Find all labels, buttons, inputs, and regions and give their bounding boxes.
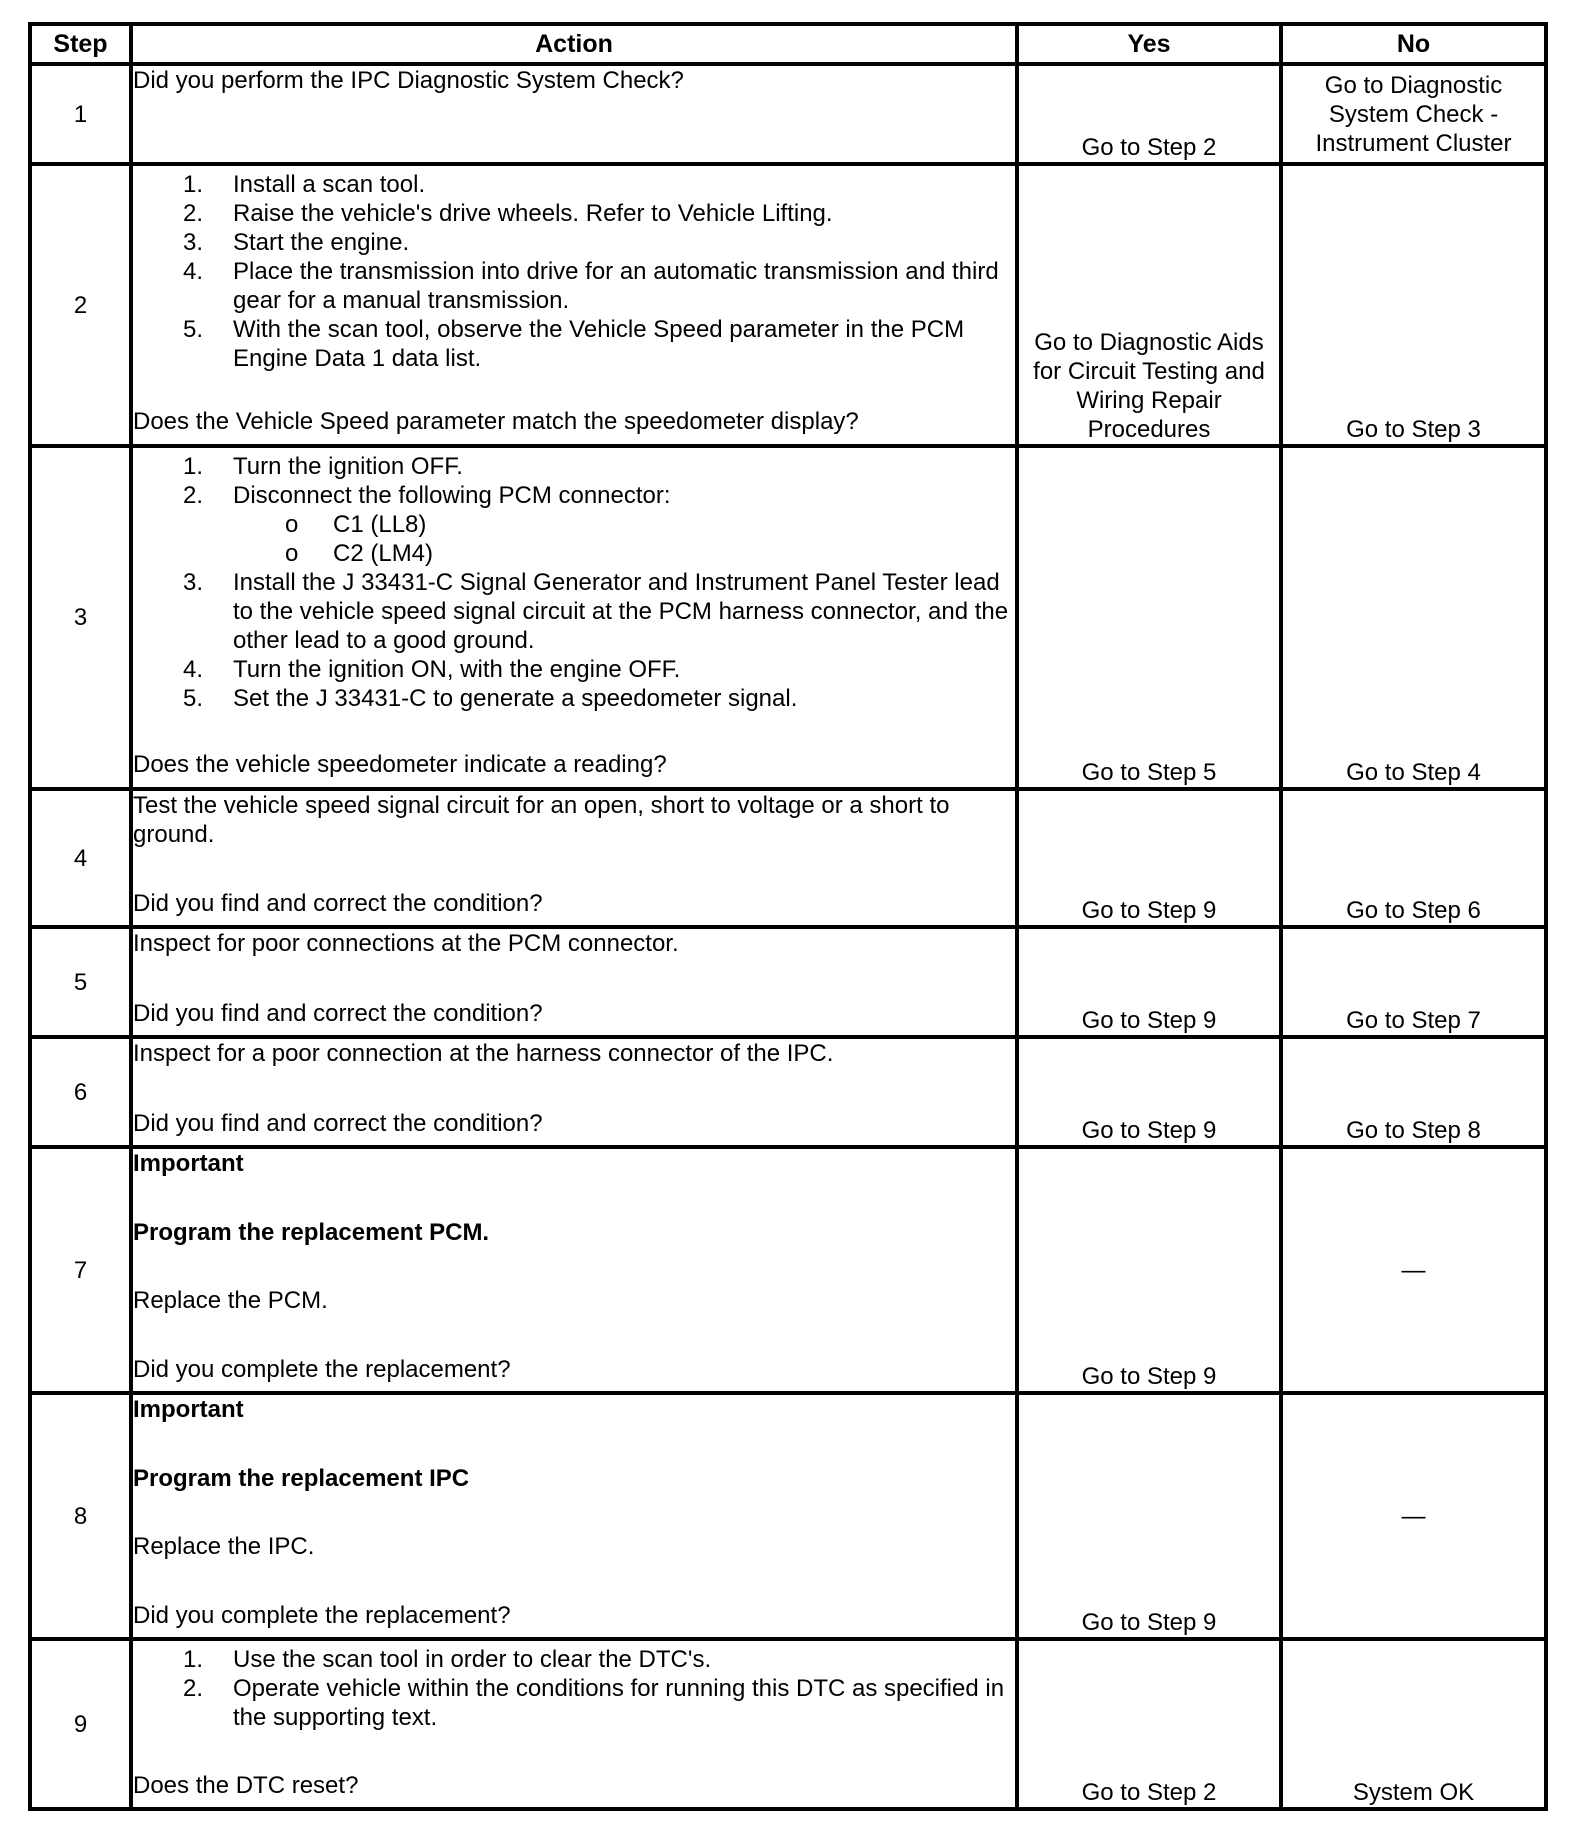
action-step-list [133,1645,1015,1732]
important-label: Important [133,1396,244,1423]
table-row [30,1037,1546,1147]
step-number: 4 [30,789,131,927]
action-question: Did you perform the IPC Diagnostic System Check? [133,67,684,94]
yes-cell: Go to Step 9 [1017,927,1281,1037]
action-cell [131,1639,1017,1809]
yes-cell: Go to Step 2 [1017,1639,1281,1809]
action-question: Did you find and correct the condition? [133,890,543,917]
list-item: 1. Turn the ignition OFF. [183,453,463,480]
header-action: Action [131,24,1017,64]
action-question: Did you find and correct the condition? [133,1110,543,1137]
table-row [30,1639,1546,1809]
list-item: o C2 (LM4) [285,540,434,567]
action-question: Does the Vehicle Speed parameter match the speedometer display? [133,408,859,435]
step-number: 8 [30,1393,131,1639]
action-cell [131,1147,1017,1393]
no-cell: — [1281,1393,1546,1639]
yes-cell: Go to Step 9 [1017,1147,1281,1393]
action-question: Did you find and correct the condition? [133,1000,543,1027]
yes-cell: Go to Step 9 [1017,789,1281,927]
table-row [30,164,1546,446]
yes-cell: Go to Step 2 [1017,64,1281,164]
no-cell: Go to Step 8 [1281,1037,1546,1147]
action-step-list [133,452,1015,713]
diagnostic-table [28,22,1548,1811]
action-cell [131,164,1017,446]
list-item: 2. Operate vehicle within the conditions for running this DTC as specified in the supporting text. [183,1675,1005,1731]
yes-cell: Go to Diagnostic Aids for Circuit Testing and Wiring Repair Procedures [1017,164,1281,446]
step-number: 3 [30,446,131,789]
action-instruction: Replace the IPC. [133,1533,315,1561]
action-instruction: Replace the PCM. [133,1287,328,1315]
action-instruction: Inspect for poor connections at the PCM connector. [133,930,679,957]
no-cell: Go to Step 4 [1281,446,1546,789]
list-item: 2. Raise the vehicle's drive wheels. Refer to Vehicle Lifting. [183,200,833,227]
no-cell: System OK [1281,1639,1546,1809]
list-item: 1. Use the scan tool in order to clear the DTC's. [183,1646,712,1673]
step-number: 9 [30,1639,131,1809]
header-yes: Yes [1017,24,1281,64]
list-item: 5. With the scan tool, observe the Vehicle Speed parameter in the PCM Engine Data 1 data list. [183,316,965,372]
action-question: Did you complete the replacement? [133,1355,511,1383]
step-number: 5 [30,927,131,1037]
header-step: Step [30,24,131,64]
step-number: 2 [30,164,131,446]
header-row [30,24,1546,64]
action-question: Does the DTC reset? [133,1772,359,1799]
action-question: Did you complete the replacement? [133,1601,511,1629]
list-item: 5. Set the J 33431-C to generate a speedometer signal. [183,685,798,712]
step-number: 1 [30,64,131,164]
important-label: Important [133,1150,244,1177]
action-cell [131,64,1017,164]
action-cell [131,927,1017,1037]
important-note: Program the replacement PCM. [133,1218,490,1246]
step-number: 6 [30,1037,131,1147]
no-cell: — [1281,1147,1546,1393]
header-no: No [1281,24,1546,64]
list-item: 1. Install a scan tool. [183,171,426,198]
important-note: Program the replacement IPC [133,1464,470,1492]
action-cell [131,1393,1017,1639]
action-cell [131,446,1017,789]
list-item: 2. Disconnect the following PCM connector: o C1 (LL8) o C2 (LM4) [133,481,1015,568]
yes-cell: Go to Step 9 [1017,1393,1281,1639]
table-row [30,64,1546,164]
action-instruction: Inspect for a poor connection at the harness connector of the IPC. [133,1040,834,1067]
list-item: 4. Place the transmission into drive for an automatic transmission and third gear for a manual transmission. [183,258,999,314]
action-cell [131,789,1017,927]
table-row [30,789,1546,927]
yes-cell: Go to Step 9 [1017,1037,1281,1147]
connector-list [233,510,1015,568]
list-item: 4. Turn the ignition ON, with the engine OFF. [183,656,681,683]
list-item: 3. Install the J 33431-C Signal Generator and Instrument Panel Tester lead to the vehicle speed signal circuit at the PCM harness connector, and the other lead to a good ground. [183,569,1009,654]
table-row [30,1393,1546,1639]
step-number: 7 [30,1147,131,1393]
table-row [30,446,1546,789]
no-cell: Go to Step 7 [1281,927,1546,1037]
table-row [30,1147,1546,1393]
no-cell: Go to Diagnostic System Check - Instrument Cluster [1281,64,1546,164]
table-row [30,927,1546,1037]
list-item: 3. Start the engine. [183,229,410,256]
yes-cell: Go to Step 5 [1017,446,1281,789]
list-item: o C1 (LL8) [285,511,427,538]
no-cell: Go to Step 3 [1281,164,1546,446]
action-step-list [133,170,1015,373]
no-cell: Go to Step 6 [1281,789,1546,927]
action-instruction: Test the vehicle speed signal circuit for an open, short to voltage or a short to ground. [133,792,950,848]
action-cell [131,1037,1017,1147]
action-question: Does the vehicle speedometer indicate a reading? [133,751,667,778]
